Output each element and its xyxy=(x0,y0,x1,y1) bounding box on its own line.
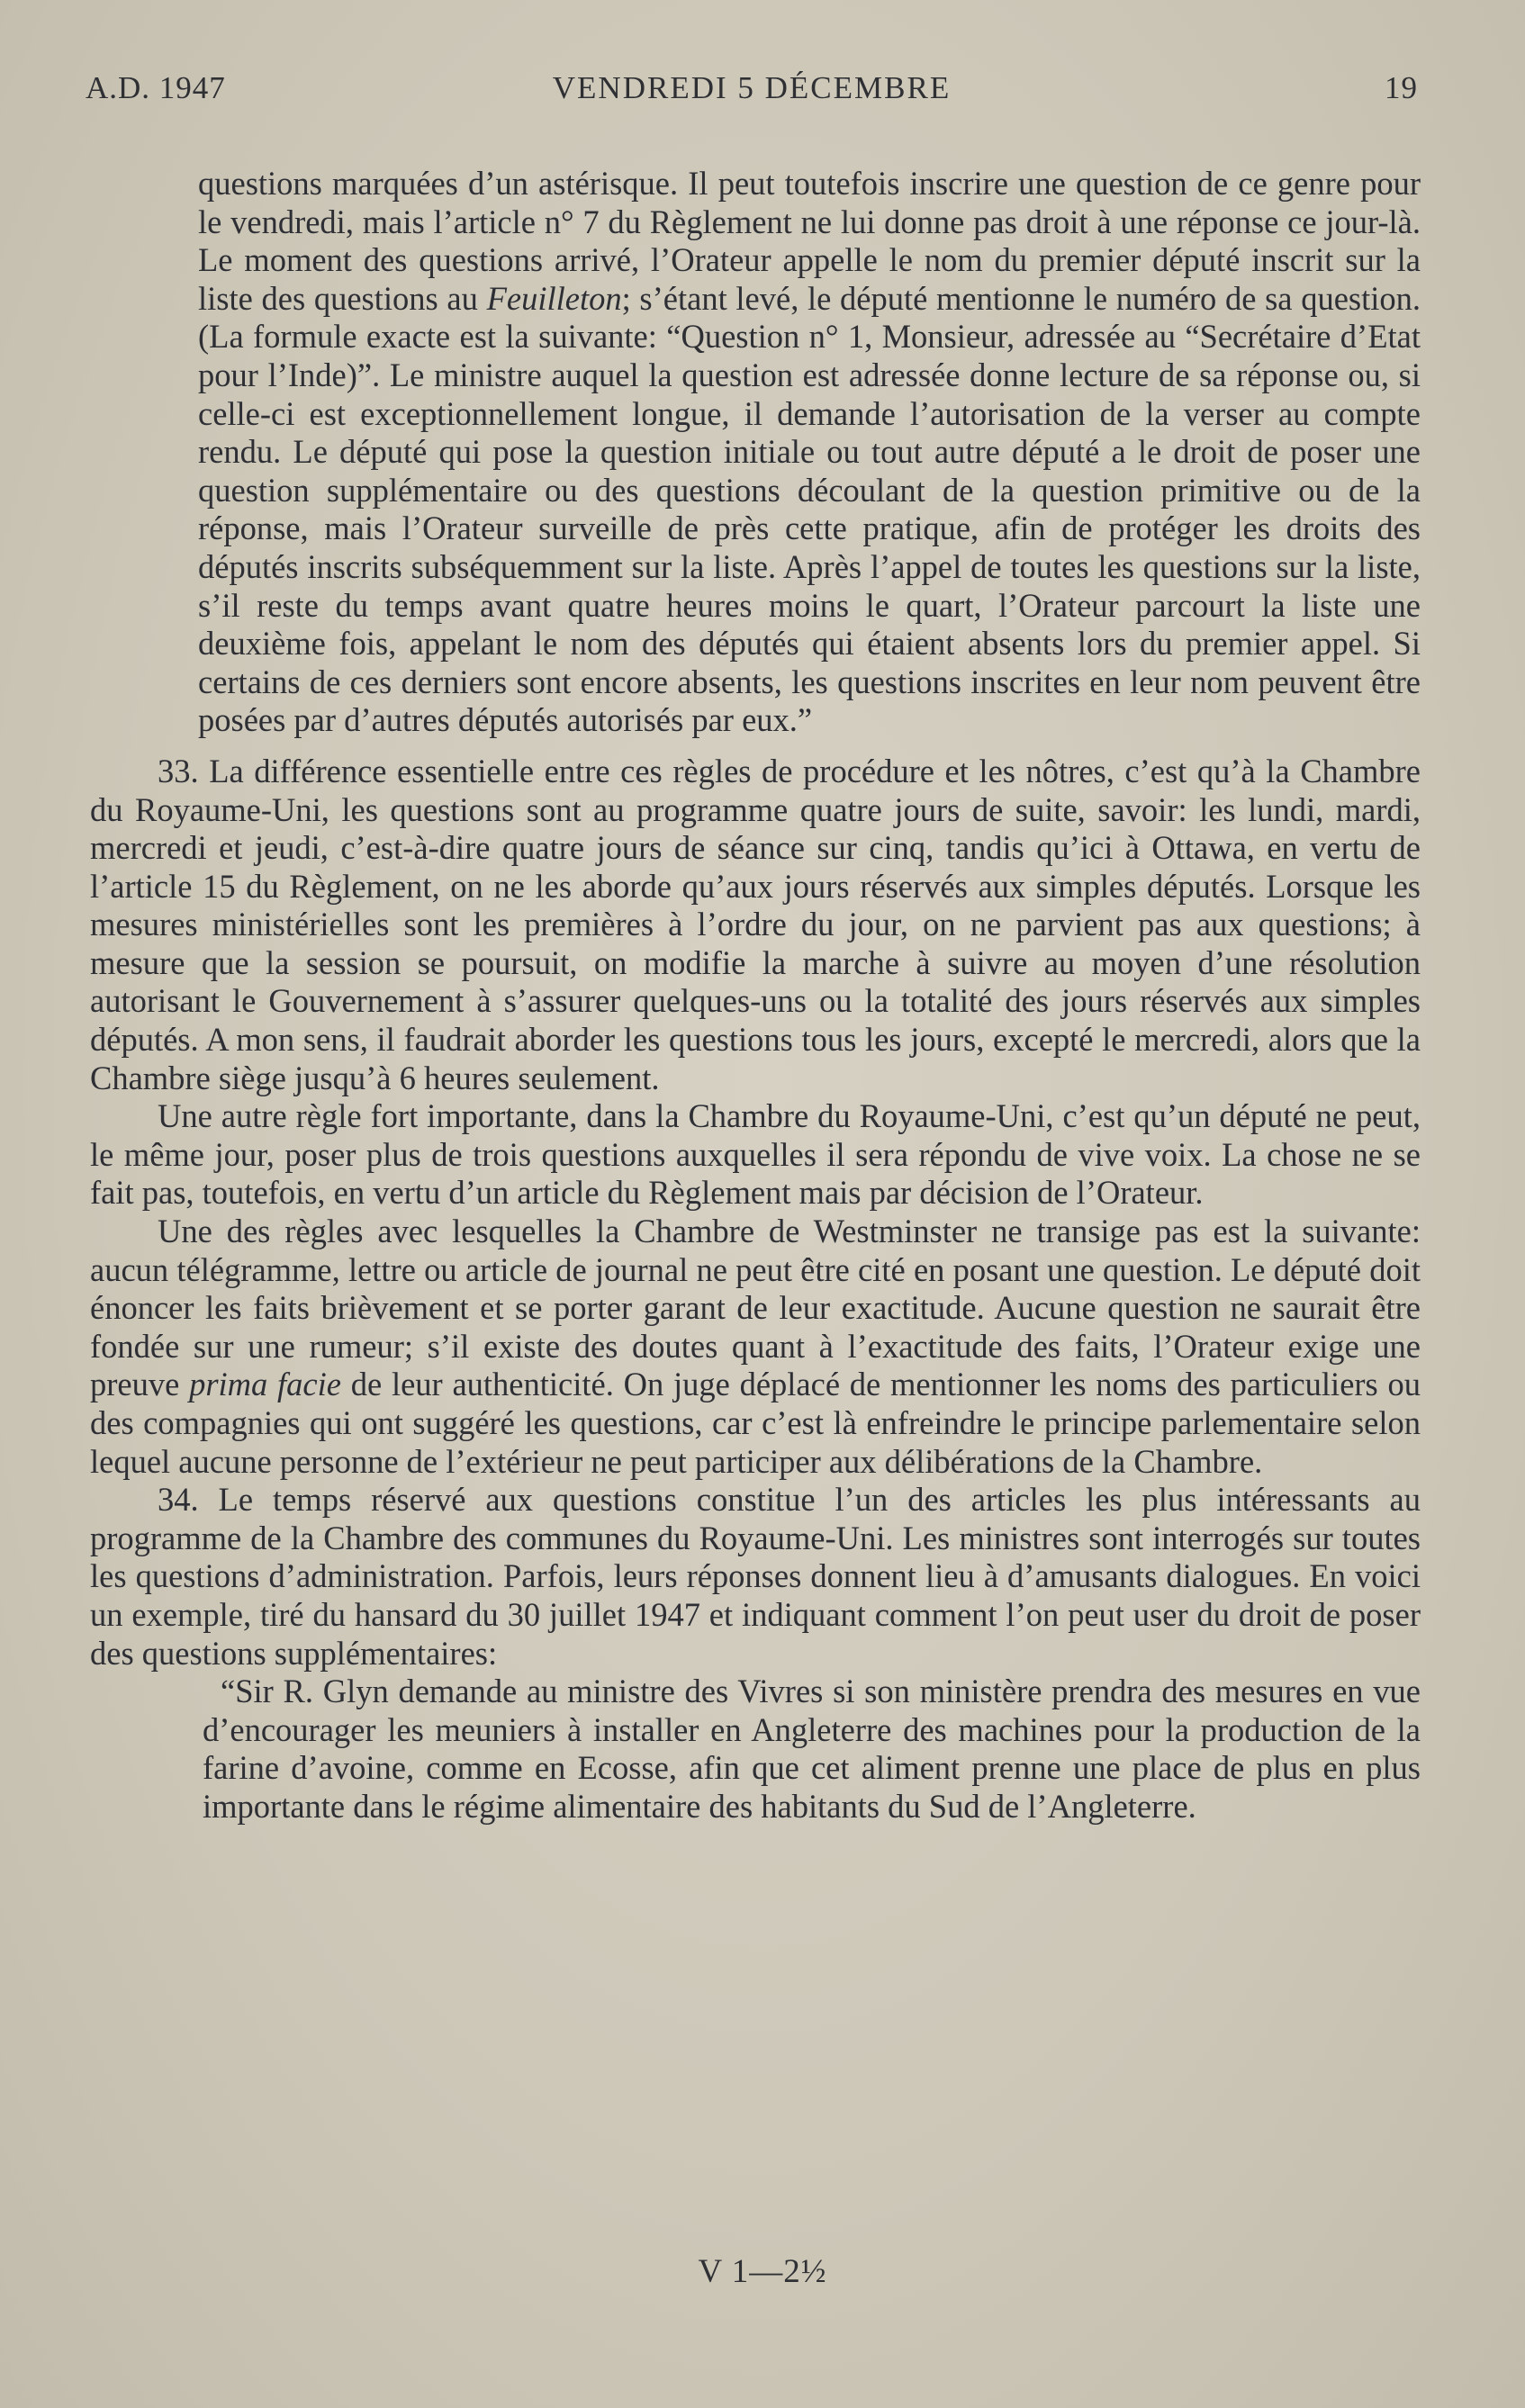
paragraph-33: 33. La différence essentielle entre ces règles de procédure et les nôtres, c’est qu’à la Chambre du Royaume-Uni, les questions sont au programme quatre jours de suite, savoir: les lundi, mardi, mercredi et jeudi, c’est-à-dire quatre jours de séance sur cinq, tandis qu’ici à Ottawa, en vertu de l’article 15 du Règlement, on ne les aborde qu’aux jours réservés aux simples députés. Lorsque les mesures ministérielles sont les premières à l’ordre du jour, on ne parvient pas aux questions; à mesure que la session se poursuit, on modifie la marche à suivre au moyen d’une résolution autorisant le Gouvernement à s’assurer quelques-uns ou la totalité des jours réservés aux simples députés. A mon sens, il faudrait aborder les questions tous les jours, excepté le mercredi, alors que la Chambre siège jusqu’à 6 heures seulement. xyxy=(90,752,1421,1096)
signature-mark: V 1—2½ xyxy=(698,2253,827,2290)
header-date: VENDREDI 5 DÉCEMBRE xyxy=(552,70,952,105)
paragraph-34: 34. Le temps réservé aux questions constitue l’un des articles les plus intéressants au programme de la Chambre des communes du Royaume-Uni. Les ministres sont interrogés sur toutes les questions d’administration. Parfois, leurs réponses donnent lieu à d’amusants dialogues. En voici un exemple, tiré du hansard du 30 juillet 1947 et indiquant comment l’on peut user du droit de poser des questions supplémentaires: xyxy=(90,1481,1421,1672)
paragraph-three-questions-rule: Une autre règle fort importante, dans la Chambre du Royaume-Uni, c’est qu’un député ne peut, le même jour, poser plus de trois questions auxquelles il sera répondu de vive voix. La chose ne se fait pas, toutefois, en vertu d’un article du Règlement mais par décision de l’Orateur. xyxy=(90,1097,1421,1212)
paragraph-text: ; s’étant levé, le député mentionne le numéro de sa question. (La formule exacte est la suivante: “Question n° 1, Monsieur, adressée au “Secrétaire d’Etat pour l’Inde)”. Le ministre auquel la question est adressée donne lecture de sa réponse ou, si celle-ci est exceptionnellement longue, il demande l’autorisation de la verser au compte rendu. Le député qui pose la question initiale ou tout autre député a le droit de poser une question supplémentaire ou des questions découlant de la question primitive ou de la réponse, mais l’Orateur surveille de près cette pratique, afin de protéger les droits des députés inscrits subséquemment sur la liste. Après l’appel de toutes les questions sur la liste, s’il reste du temps avant quatre heures moins le quart, l’Orateur parcourt la liste une deuxième fois, appelant le nom des députés qui étaient absents lors du premier appel. Si certains de ces derniers sont encore absents, les questions inscrites en leur nom peuvent être posées par d’autres députés autorisés par eux.” xyxy=(198,279,1421,739)
document-body xyxy=(90,165,1421,1826)
paragraph-text: de leur authenticité. On juge déplacé de mentionner les noms des particuliers ou des compagnies qui ont suggéré les questions, car c’est là enfreindre le principe parlementaire selon lequel aucune personne de l’extérieur ne peut participer aux délibérations de la Chambre. xyxy=(90,1366,1421,1480)
paragraph-text: Une des règles avec lesquelles la Chambre de Westminster ne transige pas est la suivante: aucun télégramme, lettre ou article de journal ne peut être cité en posant une question. Le député doit énoncer les faits brièvement et se porter garant de leur exactitude. Aucune question ne saurait être fondée sur une rumeur; s’il existe des doutes quant à l’exactitude des faits, l’Orateur exige une preuve xyxy=(90,1213,1421,1403)
paragraph-quoted-rules xyxy=(90,165,1421,740)
page-number: 19 xyxy=(1385,70,1418,105)
paragraph-quote-glyn: “Sir R. Glyn demande au ministre des Vivres si son ministère prendra des mesures en vue d’encourager les meuniers à installer en Angleterre des machines pour la production de la farine d’avoine, comme en Ecosse, afin que cet aliment prenne une place de plus en plus importante dans le régime alimentaire des habitants du Sud de l’Angleterre. xyxy=(203,1673,1421,1825)
header-year: A.D. 1947 xyxy=(86,70,226,105)
page-header xyxy=(86,70,1418,115)
paragraph-westminster-rule xyxy=(90,1213,1421,1481)
italic-term: Feuilleton xyxy=(486,279,622,317)
italic-term: prima facie xyxy=(189,1366,341,1403)
paragraph-text: questions marquées d’un astérisque. Il peut toutefois inscrire une question de ce genre pour le vendredi, mais l’article n° 7 du Règlement ne lui donne pas droit à une réponse ce jour-là. Le moment des questions arrivé, l’Orateur appelle le nom du premier député inscrit sur la liste des questions au xyxy=(198,165,1421,317)
